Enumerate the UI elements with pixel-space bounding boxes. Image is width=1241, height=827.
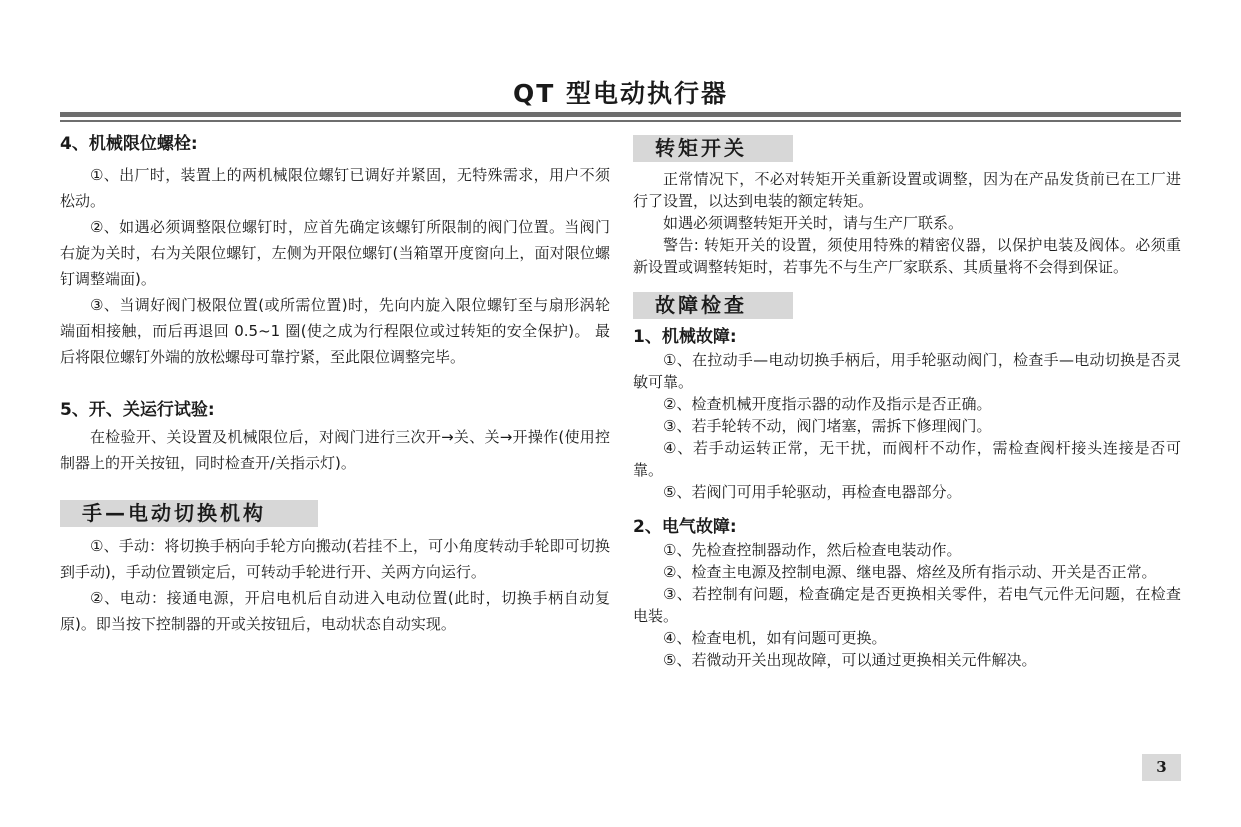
paragraph: 如遇必须调整转矩开关时，请与生产厂联系。 xyxy=(663,214,964,232)
paragraph: 正常情况下，不必对转矩开关重新设置或调整，因为在产品发货前已在工厂进行了设置，以达到电装的额定转矩。 xyxy=(633,170,1181,210)
header-rule-thick xyxy=(60,112,1181,117)
section-heading-limit-bolts: 4、机械限位螺栓: xyxy=(60,134,198,154)
list-item: ①、在拉动手—电动切换手柄后，用手轮驱动阀门，检查手—电动切换是否灵敏可靠。 xyxy=(633,351,1181,391)
section-heading-mechanical-fault: 1、机械故障: xyxy=(633,327,737,347)
list-item: ③、若控制有问题，检查确定是否更换相关零件，若电气元件无问题，在检查电装。 xyxy=(633,585,1181,625)
right-column xyxy=(633,132,1181,671)
list-item: ④、检查电机，如有问题可更换。 xyxy=(663,629,887,647)
list-item: ②、检查主电源及控制电源、继电器、熔丝及所有指示动、开关是否正常。 xyxy=(663,563,1157,581)
page-title: QT 型电动执行器 xyxy=(512,79,728,108)
list-item: ①、先检查控制器动作，然后检查电装动作。 xyxy=(663,541,962,559)
paragraph: ②、电动：接通电源，开启电机后自动进入电动位置(此时，切换手柄自动复原)。即当按下控制器的开或关按钮后，电动状态自动实现。 xyxy=(60,589,610,633)
section-heading-run-test: 5、开、关运行试验: xyxy=(60,400,215,420)
paragraph: ①、出厂时，装置上的两机械限位螺钉已调好并紧固，无特殊需求，用户不须松动。 xyxy=(60,166,610,210)
page-number: 3 xyxy=(1142,754,1181,781)
list-item: ②、检查机械开度指示器的动作及指示是否正确。 xyxy=(663,395,992,413)
paragraph: 警告: 转矩开关的设置，须使用特殊的精密仪器，以保护电装及阀体。必须重新设置或调整转矩时，若事先不与生产厂家联系、其质量将不会得到保证。 xyxy=(633,236,1181,276)
section-band-fault-check: 故障检查 xyxy=(633,292,793,319)
paragraph: 在检验开、关设置及机械限位后，对阀门进行三次开→关、关→开操作(使用控制器上的开关按钮，同时检查开/关指示灯)。 xyxy=(60,428,610,472)
list-item: ③、若手轮转不动，阀门堵塞，需拆下修理阀门。 xyxy=(663,417,992,435)
section-band-manual-electric: 手—电动切换机构 xyxy=(60,500,318,527)
list-item: ⑤、若阀门可用手轮驱动，再检查电器部分。 xyxy=(663,483,962,501)
section-heading-electrical-fault: 2、电气故障: xyxy=(633,517,737,537)
header-rule-thin xyxy=(60,120,1181,122)
list-item: ⑤、若微动开关出现故障，可以通过更换相关元件解决。 xyxy=(663,651,1037,669)
list-item: ④、若手动运转正常，无干扰，而阀杆不动作，需检查阀杆接头连接是否可靠。 xyxy=(633,439,1181,479)
left-column xyxy=(60,132,610,637)
paragraph: ②、如遇必须调整限位螺钉时，应首先确定该螺钉所限制的阀门位置。当阀门右旋为关时，右为关限位螺钉，左侧为开限位螺钉(当箱罩开度窗向上，面对限位螺钉调整端面)。 xyxy=(60,218,610,288)
section-band-torque-switch: 转矩开关 xyxy=(633,135,793,162)
paragraph: ①、手动：将切换手柄向手轮方向搬动(若挂不上，可小角度转动手轮即可切换到手动)，手动位置锁定后，可转动手轮进行开、关两方向运行。 xyxy=(60,537,610,581)
paragraph: ③、当调好阀门极限位置(或所需位置)时，先向内旋入限位螺钉至与扇形涡轮端面相接触，而后再退回 0.5~1 圈(使之成为行程限位或过转矩的安全保护)。 最后将限位螺钉外端的放松螺母可靠拧紧，至此限位调整完毕。 xyxy=(60,296,610,366)
